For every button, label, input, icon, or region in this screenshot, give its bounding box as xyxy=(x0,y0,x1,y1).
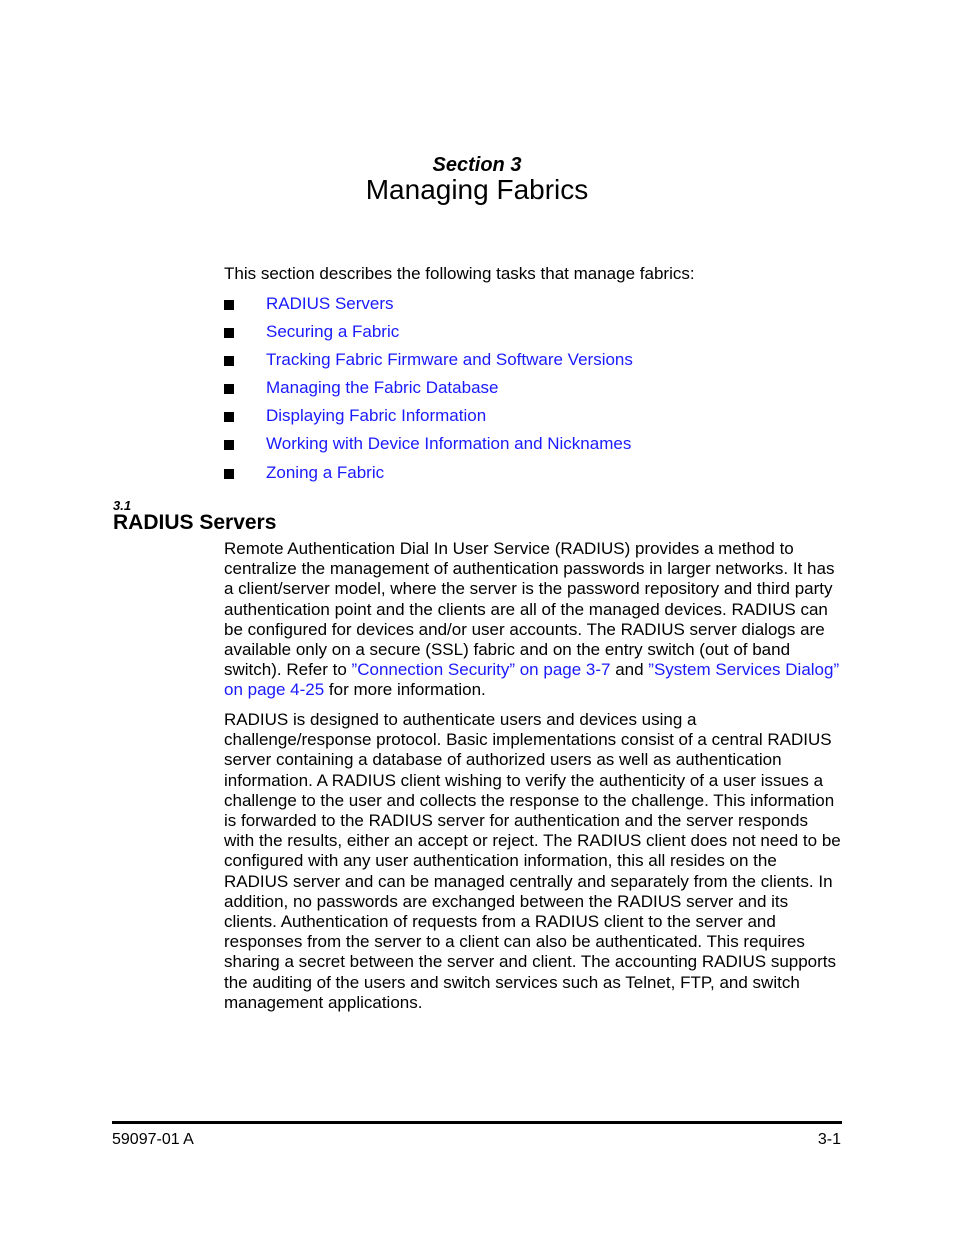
toc-link-radius-servers[interactable]: RADIUS Servers xyxy=(266,294,394,313)
square-bullet-icon xyxy=(224,356,234,366)
toc-link-zoning-fabric[interactable]: Zoning a Fabric xyxy=(266,463,385,482)
footer-doc-number: 59097-01 A xyxy=(112,1131,194,1148)
intro-text: This section describes the following tasks that manage fabrics: xyxy=(224,264,695,283)
link-connection-security[interactable]: ”Connection Security” on page 3-7 xyxy=(351,660,611,680)
toc-link-fabric-database[interactable]: Managing the Fabric Database xyxy=(266,378,499,397)
footer-divider xyxy=(112,1121,842,1124)
square-bullet-icon xyxy=(224,384,234,394)
toc-link-securing-fabric[interactable]: Securing a Fabric xyxy=(266,322,400,341)
list-item xyxy=(224,403,633,431)
list-item xyxy=(224,291,633,319)
list-item xyxy=(224,375,633,403)
square-bullet-icon xyxy=(224,300,234,310)
task-list xyxy=(224,291,633,488)
square-bullet-icon xyxy=(224,412,234,422)
list-item xyxy=(224,319,633,347)
square-bullet-icon xyxy=(224,440,234,450)
footer-page-number: 3-1 xyxy=(817,1131,841,1148)
paragraph-radius-details: RADIUS is designed to authenticate users and devices using a challenge/response protocol. Basic implementations consist of a central RADIUS server containing a database of authorized users as well as authentication information. A RADIUS client wishing to verify the authenticity of a user issues a challenge to the user and collects the response to the challenge. This information is forwarded to the RADIUS server for authentication and the server responds with the results, either an accept or reject. The RADIUS client does not need to be configured with any user authentication information, this all resides on the RADIUS server and can be managed centrally and separately from the clients. In addition, no passwords are exchanged between the RADIUS server and its clients. Authentication of requests from a RADIUS client to the server and responses from the server to a client can also be authenticated. This requires sharing a secret between the server and client. The accounting RADIUS supports the auditing of the users and switch services such as Telnet, FTP, and switch management applications. xyxy=(224,710,841,1012)
list-item xyxy=(224,347,633,375)
subsection-title: RADIUS Servers xyxy=(113,511,277,534)
subsection-number: 3.1 xyxy=(113,498,132,513)
paragraph-radius-intro xyxy=(224,539,842,701)
square-bullet-icon xyxy=(224,328,234,338)
toc-link-fabric-information[interactable]: Displaying Fabric Information xyxy=(266,406,487,425)
page-title: Managing Fabrics xyxy=(365,174,589,205)
paragraph-text: and xyxy=(610,660,649,680)
link-system-services-dialog[interactable]: ”System Services Dialog” on page 4-25 xyxy=(224,660,840,700)
list-item xyxy=(224,431,633,459)
section-label: Section 3 xyxy=(432,154,522,176)
square-bullet-icon xyxy=(224,469,234,479)
toc-link-device-nicknames[interactable]: Working with Device Information and Nicknames xyxy=(266,434,632,453)
paragraph-text: Remote Authentication Dial In User Service (RADIUS) provides a method to centralize the management of authentication passwords in larger networks. It has a client/server model, where the server is the password repository and third party authentication point and the clients are all of the managed devices. RADIUS can be configured for devices and/or user accounts. The RADIUS server dialogs are available only on a secure (SSL) fabric and on the entry switch (out of band switch). Refer to xyxy=(224,539,835,680)
paragraph-text: for more information. xyxy=(324,680,486,700)
list-item xyxy=(224,460,633,488)
toc-link-tracking-firmware[interactable]: Tracking Fabric Firmware and Software Versions xyxy=(266,350,633,369)
